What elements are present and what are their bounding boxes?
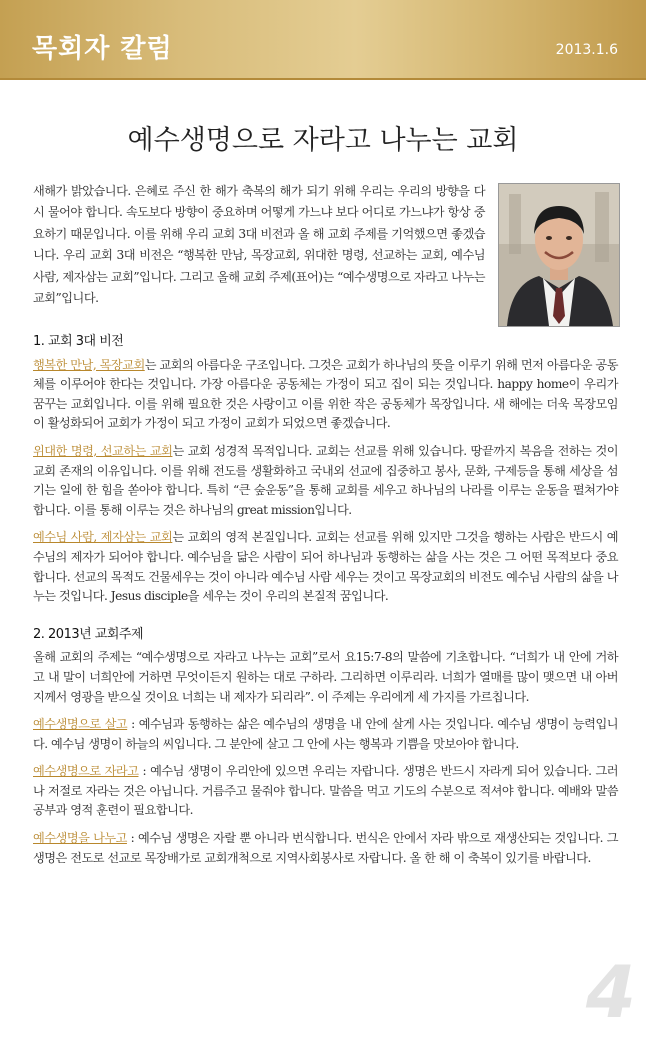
article-body [33, 332, 618, 876]
vision-paragraph [33, 442, 618, 520]
column-date: 2013.1.6 [555, 42, 618, 58]
article-title: 예수생명으로 자라고 나누는 교회 [127, 125, 519, 156]
column-header-banner [0, 0, 646, 80]
theme-paragraph [33, 762, 618, 821]
pastor-photo [498, 183, 620, 327]
column-title: 목회자 칼럼 [32, 34, 173, 64]
pastor-portrait-image [499, 184, 619, 326]
theme-highlight: 예수생명을 나누고 [33, 831, 127, 846]
intro-paragraph: 새해가 밝았습니다. 은혜로 주신 한 해가 축복의 해가 되기 위해 우리는 우리의 방향을 다시 물어야 합니다. 속도보다 방향이 중요하며 어떻게 가느냐 보다 어디로 가느냐가 항상 중요하기 때문입니다. 이를 위해 우리 교회 3대 비전과 올 해 교회 주제를 기억했으면 좋겠습니다. 우리 교회 3대 비전은 “행복한 만남, 목장교회, 위대한 명령, 선교하는 교회, 예수님 사람, 제자삼는 교회”입니다. 그리고 올해 교회 주제(표어)는 “예수생명으로 자라고 나누는 교회”입니다. [33, 184, 485, 306]
theme-intro-paragraph: 올해 교회의 주제는 “예수생명으로 자라고 나누는 교회”로서 요15:7-8의 말씀에 기초합니다. “너희가 내 안에 거하고 내 말이 너희안에 거하면 무엇이든지 원하는 대로 구하라. 그리하면 이루리라. 너희가 열매를 많이 맺으면 내 아버지께서 영광을 받으실 것이요 너희는 내 제자가 되리라”. 이 주제는 우리에게 세 가지를 가르칩니다. [33, 650, 618, 704]
vision-paragraph [33, 528, 618, 606]
theme-text: : 예수님 생명은 자랄 뿐 아니라 번식합니다. 번식은 안에서 자라 밖으로 재생산되는 것입니다. 그 생명은 전도로 선교로 목장배가로 교회개척으로 지역사회봉사로 자랍니다. 올 한 해 이 축복이 있기를 바랍니다. [33, 831, 618, 865]
theme-highlight: 예수생명으로 살고 [33, 717, 128, 732]
theme-paragraph [33, 715, 618, 754]
vision-highlight: 위대한 명령, 선교하는 교회 [33, 443, 173, 458]
theme-paragraph [33, 829, 618, 868]
vision-paragraph [33, 356, 618, 434]
theme-highlight: 예수생명으로 자라고 [33, 764, 139, 779]
vision-highlight: 예수님 사람, 제자삼는 교회 [33, 530, 173, 545]
theme-text: : 예수님과 동행하는 삶은 예수님의 생명을 내 안에 살게 사는 것입니다. 예수님 생명이 능력입니다. 예수님 생명이 하늘의 씨입니다. 그 분안에 살고 그 안에 사는 행복과 기쁨을 맛보아야 합니다. [33, 717, 618, 751]
vision-text: 는 교회의 영적 본질입니다. 교회는 선교를 위해 있지만 그것을 행하는 사람은 반드시 예수님의 제자가 되어야 합니다. 예수님을 닮은 사람이 되어 하나님과 동행하는 삶을 사는 것은 그 어떤 목적보다 중요합니다. 선교의 목적도 건물세우는 것이 아니라 예수님 사람 세우는 것이고 목장교회의 비전도 예수님 사람의 삶을 나누는 것입니다. Jesus disciple을 세우는 것이 우리의 본질적 꿈입니다. [33, 530, 618, 604]
vision-text: 는 교회의 아름다운 구조입니다. 그것은 교회가 하나님의 뜻을 이루기 위해 먼저 아름다운 공동체를 이루어야 한다는 것입니다. 가장 아름다운 공동체는 가정이 되고 집이 되는 것입니다. happy home이 우리가 꿈꾸는 교회입니다. 이를 위해 필요한 것은 사랑이고 이를 위한 작은 공동체가 목장입니다. 새 해에는 더욱 목장모임이 활성화되어 교회가 가정이 되고 가정이 교회가 되었으면 좋겠습니다. [33, 357, 618, 431]
theme-text: : 예수님 생명이 우리안에 있으면 우리는 자랍니다. 생명은 반드시 자라게 되어 있습니다. 그러나 저절로 자라는 것은 아닙니다. 거름주고 물줘야 합니다. 말씀을 먹고 기도의 수분으로 적셔야 합니다. 예배와 말씀공부과 영적 훈련이 필요합니다. [33, 764, 618, 818]
page-number: 4 [585, 950, 636, 1034]
section-heading-theme: 2. 2013년 교회주제 [33, 626, 144, 642]
vision-text: 는 교회 성경적 목적입니다. 교회는 선교를 위해 있습니다. 땅끝까지 복음을 전하는 것이 교회 존재의 이유입니다. 이를 위해 전도를 생활화하고 국내외 선교에 집중하고 봉사, 문화, 구제등을 통해 세상을 섬기는 일에 한 힘을 쏟아야 합니다. 특히 “큰 숲운동”을 통해 교회를 세우고 하나님의 나라를 이루는 운동을 펼쳐가야 합니다. 이를 통해 이루는 것은 하나님의 great mission입니다. [33, 443, 618, 517]
section-heading-vision: 1. 교회 3대 비전 [33, 334, 124, 349]
vision-highlight: 행복한 만남, 목장교회 [33, 357, 145, 372]
